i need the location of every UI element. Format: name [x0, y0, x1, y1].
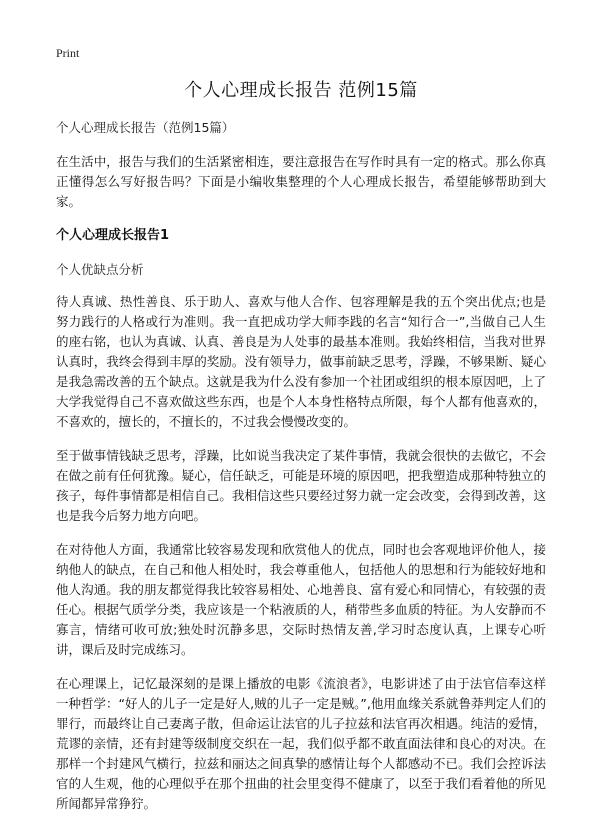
body-paragraph: 待人真诚、热性善良、乐于助人、喜欢与他人合作、包容理解是我的五个突出优点;也是努力践行的人格或行为准则。我一直把成功学大师李践的名言“知行合一”,当做自己人生的座右铭，也认为真诚、认真、善良是为人处事的最基本准则。我始终相信，当我对世界认真时，我终会得到丰厚的奖励。没有领导力，做事前缺乏思考，浮躁，不够果断、疑心是我急需改善的五个缺点。这就是我为什么没有参加一个社团或组织的根本原因吧，上了大学我觉得自己不喜欢做这些东西，也是个人本身性格特点所限，每个人都有他喜欢的，不喜欢的，擅长的，不擅长的，不过我会慢慢改变的。 [56, 294, 546, 429]
intro-paragraph: 在生活中，报告与我们的生活紧密相连，要注意报告在写作时具有一定的格式。那么你真正懂得怎么写好报告吗？下面是小编收集整理的个人心理成长报告，希望能够帮助到大家。 [56, 154, 546, 209]
print-link[interactable]: Print [56, 46, 80, 60]
report-heading: 个人心理成长报告1 [56, 228, 170, 243]
body-paragraph: 至于做事情钱缺乏思考，浮躁，比如说当我决定了某件事情，我就会很快的去做它，不会在做之前有任何犹豫。疑心，信任缺乏，可能是环境的原因吧，把我塑造成那种特独立的孩子，每件事情都是相信自己。我相信这些只要经过努力就一定会改变，会得到改善，这也是我今后努力地方向吧。 [56, 448, 546, 523]
section-heading: 个人优缺点分析 [56, 262, 144, 277]
article-subtitle: 个人心理成长报告（范例15篇） [56, 120, 235, 135]
article [56, 78, 546, 828]
page-title: 个人心理成长报告 范例15篇 [184, 80, 418, 101]
body-paragraph: 在对待他人方面，我通常比较容易发现和欣赏他人的优点，同时也会客观地评价他人，接纳他人的缺点，在自己和他人相处时，我会尊重他人，包括他人的思想和行为能较好地和他人沟通。我的朋友都觉得我比较容易相处、心地善良、富有爱心和同情心，有较强的责任心。根据气质学分类，我应该是一个粘液质的人，稍带些多血质的特征。为人安静而不寡言，情绪可收可放;独处时沉静多思，交际时热情友善,学习时态度认真，上课专心听讲，课后及时完成练习。 [56, 542, 546, 657]
body-paragraph: 在心理课上，记忆最深刻的是课上播放的电影《流浪者》，电影讲述了由于法官信奉这样一种哲学：“好人的儿子一定是好人,贼的儿子一定是贼。”,他用血缘关系就鲁莽判定人们的罪行，而最终让自己妻离子散，但命运让法官的儿子拉兹和法官再次相遇。纯洁的爱情，荒谬的亲情，还有封建等级制度交织在一起，我们似乎都不敢直面法律和良心的对决。在那样一个封建风气横行，拉兹和丽达之间真挚的感情让每个人都感动不已。我们会控诉法官的人生观，他的心理似乎在那个扭曲的社会里变得不健康了，以至于我们看着他的所见所闻都异常狰狞。 [56, 676, 546, 811]
